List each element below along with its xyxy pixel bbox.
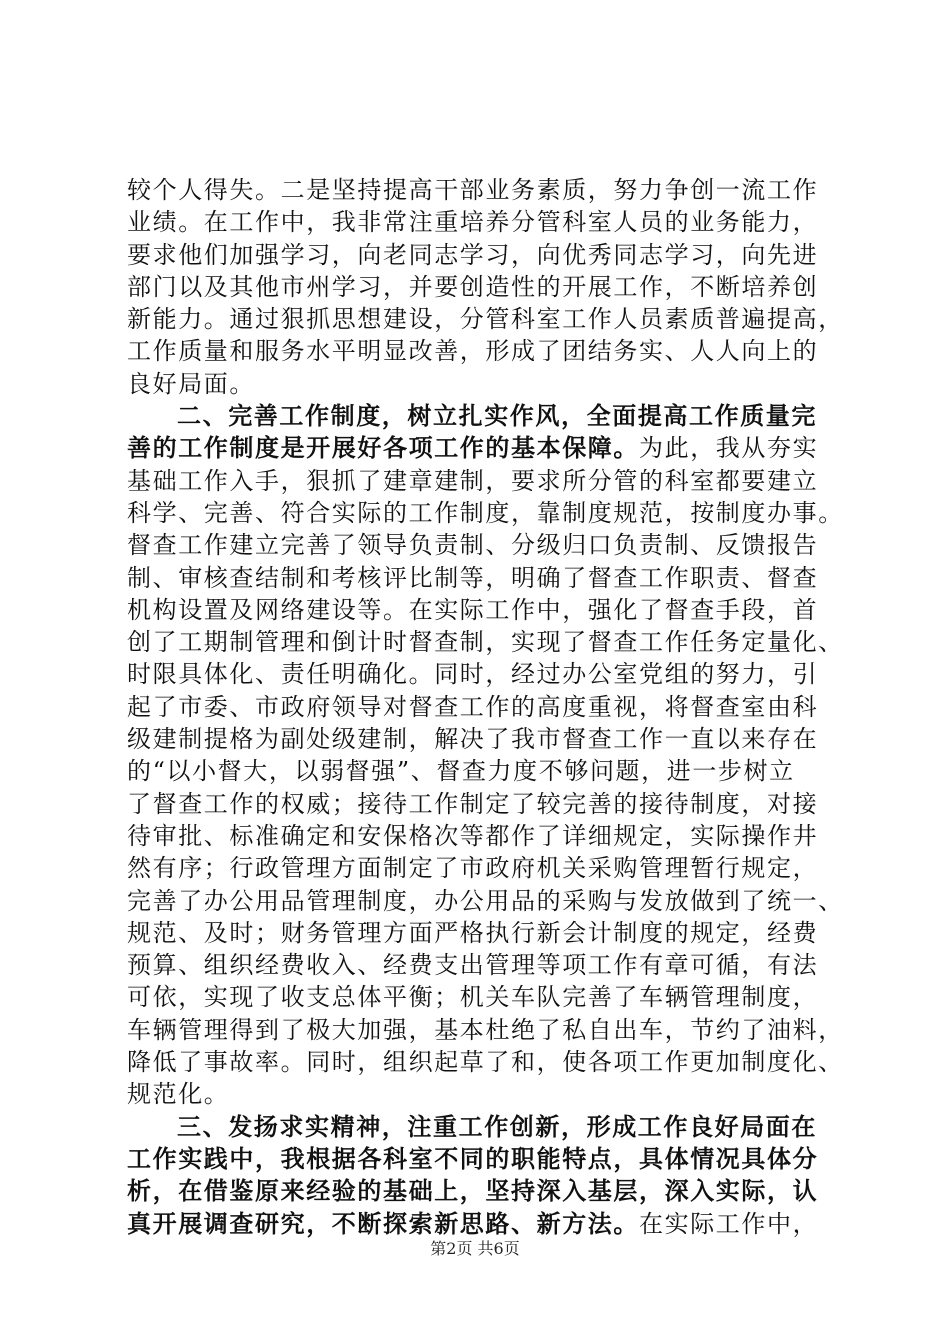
- text-line: 降低了事故率。同时，组织起草了和，使各项工作更加制度化、: [127, 1048, 844, 1077]
- text-line: 规范、及时；财务管理方面严格执行新会计制度的规定，经费: [127, 918, 819, 947]
- text-line: [127, 1208, 842, 1240]
- text-line: 起了市委、市政府领导对督查工作的高度重视，将督查室由科: [127, 692, 819, 721]
- text-line: 然有序；行政管理方面制定了市政府机关采购管理暂行规定，: [127, 854, 819, 883]
- text-line: 级建制提格为副处级建制，解决了我市督查工作一直以来存在: [127, 725, 819, 754]
- text-line: 预算、组织经费收入、经费支出管理等项工作有章可循，有法: [127, 951, 819, 980]
- text-span: 为此，我从夯实: [639, 434, 819, 463]
- text-line: 车辆管理得到了极大加强，基本杜绝了私自出车，节约了油料，: [127, 1015, 844, 1044]
- text-line: 督查工作建立完善了领导负责制、分级归口负责制、反馈报告: [127, 531, 819, 560]
- text-line: 较个人得失。二是坚持提高干部业务素质，努力争创一流工作: [127, 176, 819, 204]
- text-line: 制、审核查结制和考核评比制等，明确了督查工作职责、督查: [127, 563, 819, 592]
- text-line: 工作质量和服务水平明显改善，形成了团结务实、人人向上的: [127, 337, 819, 366]
- text-line: 了督查工作的权威；接待工作制定了较完善的接待制度，对接: [127, 789, 819, 818]
- text-line: [127, 432, 842, 464]
- text-span: 在实际工作中，: [639, 1209, 819, 1238]
- section-heading-3-cont: 真开展调查研究，不断探索新思路、新方法。: [127, 1208, 639, 1238]
- text-line: 基础工作入手，狠抓了建章建制，要求所分管的科室都要建立: [127, 466, 819, 495]
- text-line: 新能力。通过狠抓思想建设，分管科室工作人员素质普遍提高，: [127, 305, 844, 334]
- text-line: 完善了办公用品管理制度，办公用品的采购与发放做到了统一、: [127, 886, 844, 915]
- text-line: 规范化。: [127, 1080, 230, 1109]
- text-line: 待审批、标准确定和安保格次等都作了详细规定，实际操作井: [127, 821, 819, 850]
- text-line: 要求他们加强学习，向老同志学习，向优秀同志学习，向先进: [127, 240, 819, 269]
- section-heading-2: 二、完善工作制度，树立扎实作风，全面提高工作质量完: [177, 401, 817, 431]
- section-heading-3-cont: 析，在借鉴原来经验的基础上，坚持深入基层，深入实际，认: [127, 1176, 819, 1206]
- page-footer: 第2页 共6页: [430, 1239, 520, 1258]
- text-line: 科学、完善、符合实际的工作制度，靠制度规范，按制度办事。: [127, 498, 844, 527]
- text-line: 机构设置及网络建设等。在实际工作中，强化了督查手段，首: [127, 595, 819, 624]
- text-line: 良好局面。: [127, 369, 255, 398]
- text-line: 时限具体化、责任明确化。同时，经过办公室党组的努力，引: [127, 660, 819, 689]
- section-heading-3: 三、发扬求实精神，注重工作创新，形成工作良好局面在: [177, 1111, 817, 1141]
- text-line: 创了工期制管理和倒计时督查制，实现了督查工作任务定量化、: [127, 628, 844, 657]
- text-line: 业绩。在工作中，我非常注重培养分管科室人员的业务能力，: [127, 208, 819, 237]
- section-heading-3-cont: 工作实践中，我根据各科室不同的职能特点，具体情况具体分: [127, 1143, 819, 1173]
- body-text: [127, 174, 842, 1240]
- text-line: 可依，实现了收支总体平衡；机关车队完善了车辆管理制度，: [127, 983, 819, 1012]
- section-heading-2-cont: 善的工作制度是开展好各项工作的基本保障。: [127, 433, 639, 463]
- text-line: 部门以及其他市州学习，并要创造性的开展工作，不断培养创: [127, 272, 819, 301]
- text-line: 的“以小督大，以弱督强”、督查力度不够问题，进一步树立: [127, 757, 795, 786]
